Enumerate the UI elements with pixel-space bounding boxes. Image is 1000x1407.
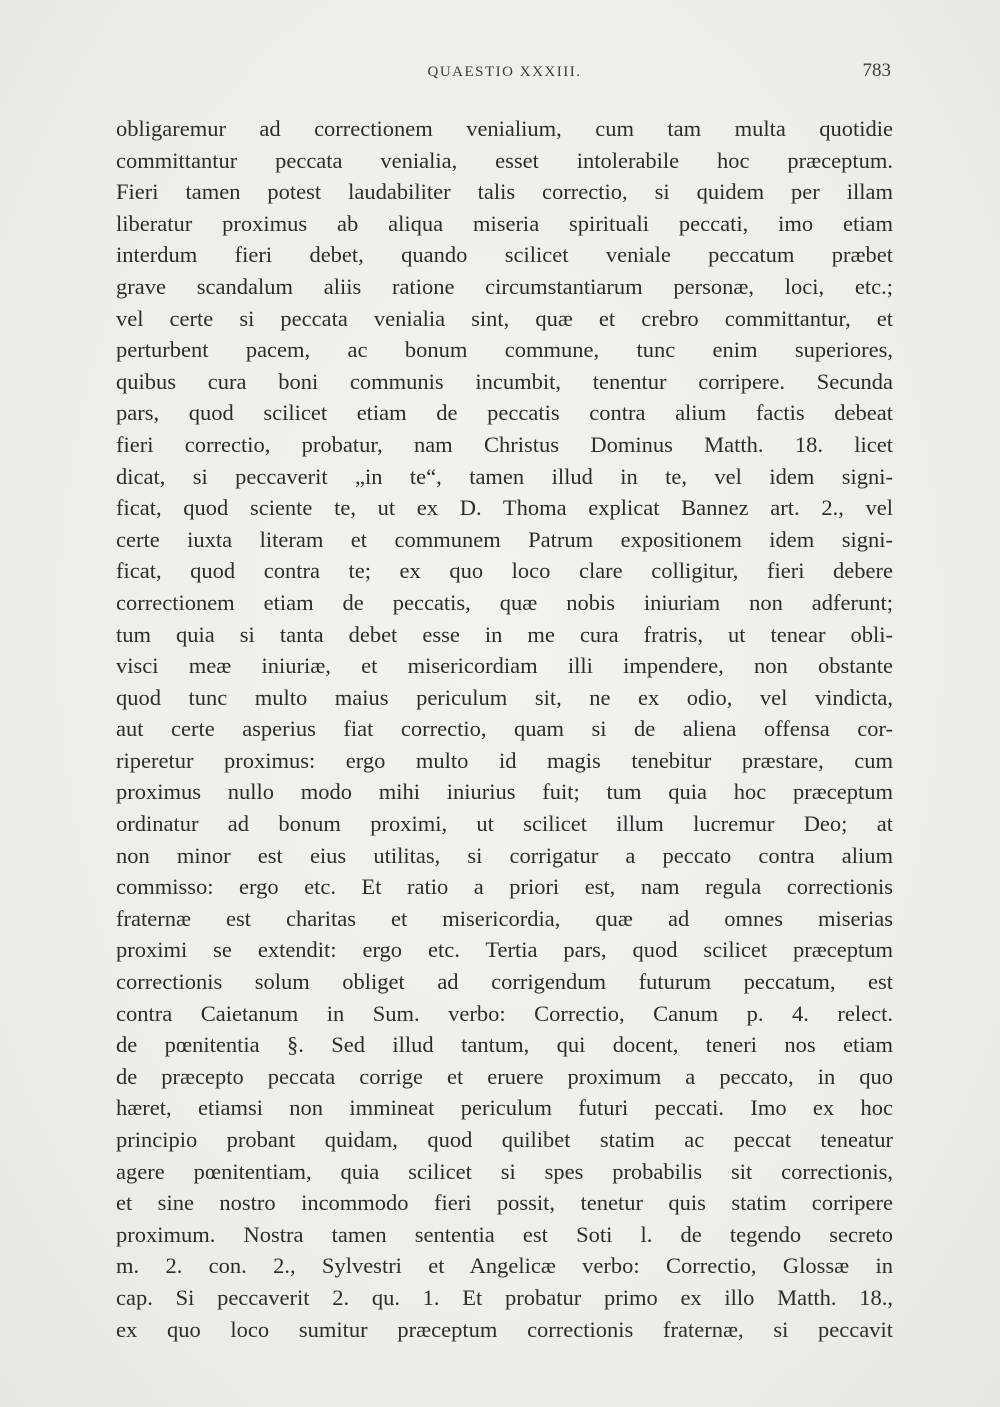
text-line: fraternæ est charitas et misericordia, quæ ad omnes miserias [116,905,893,931]
text-line: correctionem etiam de peccatis, quæ nobis iniuriam non adferunt; [116,589,893,615]
text-line: grave scandalum aliis ratione circumstantiarum personæ, loci, etc.; [116,273,893,299]
text-line: interdum fieri debet, quando scilicet veniale peccatum præbet [116,242,893,268]
text-line: ordinatur ad bonum proximi, ut scilicet illum lucremur Deo; at [116,811,893,837]
text-line: vel certe si peccata venialia sint, quæ et crebro committantur, et [116,305,893,331]
text-line: proximum. Nostra tamen sententia est Soti l. de tegendo secreto [116,1221,893,1247]
text-line: contra Caietanum in Sum. verbo: Correctio, Canum p. 4. relect. [116,1000,893,1026]
text-line: perturbent pacem, ac bonum commune, tunc enim superiores, [116,337,893,363]
text-line: quibus cura boni communis incumbit, tenentur corripere. Secunda [116,368,893,394]
text-line: aut certe asperius fiat correctio, quam si de aliena offensa cor- [116,716,893,742]
text-line: ficat, quod contra te; ex quo loco clare colligitur, fieri debere [116,558,893,584]
text-line: cap. Si peccaverit 2. qu. 1. Et probatur primo ex illo Matth. 18., [116,1284,893,1310]
text-line: dicat, si peccaverit „in te“, tamen illud in te, vel idem signi- [116,463,893,489]
text-line: et sine nostro incommodo fieri possit, tenetur quis statim corripere [116,1190,893,1216]
text-line: correctionis solum obliget ad corrigendum futurum peccatum, est [116,969,893,995]
text-line: pars, quod scilicet etiam de peccatis contra alium factis debeat [116,400,893,426]
text-line: agere pœnitentiam, quia scilicet si spes probabilis sit correctionis, [116,1158,893,1184]
text-line: obligaremur ad correctionem venialium, cum tam multa quotidie [116,116,893,141]
text-line: principio probant quidam, quod quilibet statim ac peccat teneatur [116,1127,893,1152]
text-line: de pœnitentia §. Sed illud tantum, qui docent, teneri nos etiam [116,1032,893,1058]
running-head [116,60,893,90]
text-line: commisso: ergo etc. Et ratio a priori est, nam regula correctionis [116,874,893,900]
text-line: quod tunc multo maius periculum sit, ne ex odio, vel vindicta, [116,684,893,710]
running-title: QUAESTIO XXXIII. [427,64,582,80]
text-line: Fieri tamen potest laudabiliter talis correctio, si quidem per illam [116,179,893,205]
text-line: non minor est eius utilitas, si corrigatur a peccato contra alium [116,842,893,868]
text-line: certe iuxta literam et communem Patrum expositionem idem signi- [116,526,893,552]
text-line: m. 2. con. 2., Sylvestri et Angelicæ verbo: Correctio, Glossæ in [116,1253,893,1279]
text-line: hæret, etiamsi non immineat periculum futuri peccati. Imo ex hoc [116,1095,893,1121]
text-line: proximi se extendit: ergo etc. Tertia pars, quod scilicet præceptum [116,937,893,963]
body-text [116,113,893,1345]
text-line: visci meæ iniuriæ, et misericordiam illi impendere, non obstante [116,653,893,679]
text-line: proximus nullo modo mihi iniurius fuit; tum quia hoc præceptum [116,779,893,805]
text-line: de præcepto peccata corrige et eruere proximum a peccato, in quo [116,1063,893,1089]
text-line: ficat, quod sciente te, ut ex D. Thoma explicat Bannez art. 2., vel [116,495,893,521]
page-number: 783 [862,60,891,81]
text-line: committantur peccata venialia, esset intolerabile hoc præceptum. [116,147,893,173]
text-line: tum quia si tanta debet esse in me cura fratris, ut tenear obli- [116,621,893,647]
text-line: ex quo loco sumitur præceptum correctionis fraternæ, si peccavit [116,1316,893,1342]
text-line: fieri correctio, probatur, nam Christus Dominus Matth. 18. licet [116,431,893,457]
text-line: riperetur proximus: ergo multo id magis tenebitur præstare, cum [116,747,893,773]
text-line: liberatur proximus ab aliqua miseria spirituali peccati, imo etiam [116,210,893,236]
